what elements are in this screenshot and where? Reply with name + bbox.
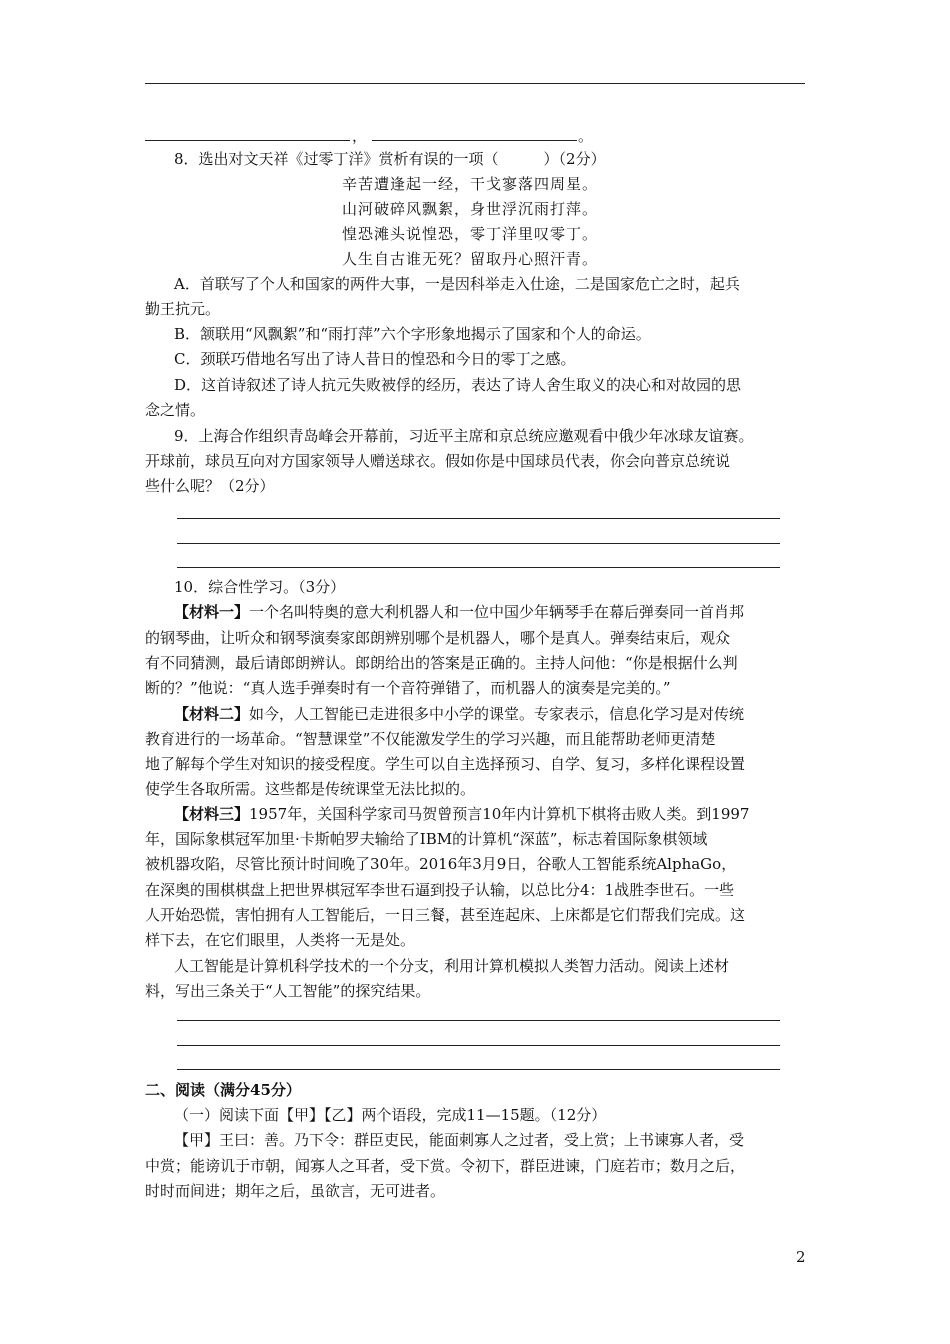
answer-blank-2 <box>372 140 577 141</box>
q9-answer-line-1[interactable] <box>177 518 780 519</box>
material-2-text: 如今，人工智能已走进很多中小学的课堂。专家表示，信息化学习是对传统 <box>249 705 745 723</box>
reading-heading: 二、阅读（满分45分） <box>145 1081 301 1099</box>
q9-answer-line-2[interactable] <box>177 543 780 544</box>
material-2-line-3: 地了解每个学生对知识的接受程度。学生可以自主选择预习、自学、复习，多样化课程设置 <box>145 755 746 773</box>
material-3-line-3: 被机器攻陷，尽管比预计时间晚了30年。2016年3月9日，谷歌人工智能系统AlphaGo， <box>145 855 737 873</box>
q9-line-2: 开球前，球员互向对方国家领导人赠送球衣。假如你是中国球员代表，你会向普京总统说 <box>145 452 731 470</box>
material-1-line-2: 的钢琴曲，让听众和钢琴演奏家郎朗辨别哪个是机器人，哪个是真人。弹奏结束后，观众 <box>145 629 731 647</box>
material-3-label: 【材料三】 <box>174 805 250 823</box>
passage-jia-line-3: 时时而间进；期年之后，虽欲言，无可进者。 <box>145 1182 446 1200</box>
poem-line-3: 惶恐滩头说惶恐，零丁洋里叹零丁。 <box>342 225 599 243</box>
top-rule <box>145 83 805 84</box>
poem-line-1: 辛苦遭逢起一经，干戈寥落四周星。 <box>342 175 599 193</box>
q10-answer-line-1[interactable] <box>177 1020 780 1021</box>
q8-option-a: A．首联写了个人和国家的两件大事，一是因科举走入仕途，二是国家危亡之时，起兵 <box>174 275 740 293</box>
q10-answer-line-2[interactable] <box>177 1045 780 1046</box>
q10-answer-line-3[interactable] <box>177 1069 780 1070</box>
material-3-line-1 <box>174 802 749 826</box>
material-3-line-4: 在深奥的围棋棋盘上把世界棋冠军李世石逼到投子认输，以总比分4：1战胜李世石。一些 <box>145 881 735 899</box>
q9-line-3: 些什么呢？（2分） <box>145 477 275 495</box>
material-3-line-2: 年，国际象棋冠军加里·卡斯帕罗夫输给了IBM的计算机“深蓝”，标志着国际象棋领域 <box>145 830 708 848</box>
material-3-text: 1957年，关国科学家司马贺曾预言10年内计算机下棋将击败人类。到1997 <box>249 805 750 823</box>
q8-option-d-cont: 念之情。 <box>145 401 206 419</box>
material-1-label: 【材料一】 <box>174 603 250 621</box>
q8-option-b: B．颔联用“风飘絮”和“雨打萍”六个字形象地揭示了国家和个人的命运。 <box>174 325 651 343</box>
q8-option-a-cont: 勤王抗元。 <box>145 300 221 318</box>
passage-jia-line-2: 中赏；能谤讥于市朝，闻寡人之耳者，受下赏。令初下，群臣进谏，门庭若市；数月之后， <box>145 1157 746 1175</box>
q10-task-line-1: 人工智能是计算机科学技术的一个分支，利用计算机模拟人类智力活动。阅读上述材 <box>174 957 730 975</box>
q8-option-c: C．颈联巧借地名写出了诗人昔日的惶恐和今日的零丁之感。 <box>174 350 576 368</box>
q9-answer-line-3[interactable] <box>177 567 780 568</box>
page-number: 2 <box>796 1248 806 1266</box>
q8-option-d: D．这首诗叙述了诗人抗元失败被俘的经历，表达了诗人舍生取义的决心和对故园的思 <box>174 376 742 394</box>
poem-line-4: 人生自古谁无死？留取丹心照汗青。 <box>342 250 599 268</box>
material-2-line-2: 教育进行的一场革命。“智慧课堂”不仅能激发学生的学习兴趣，而且能帮助老师更清楚 <box>145 730 716 748</box>
q10-task-line-2: 料，写出三条关于“人工智能”的探究结果。 <box>145 982 431 1000</box>
poem-line-2: 山河破碎风飘絮，身世浮沉雨打萍。 <box>342 200 599 218</box>
blank-period: 。 <box>578 127 594 145</box>
blank-comma: ， <box>352 127 368 145</box>
material-3-line-6: 样下去，在它们眼里，人类将一无是处。 <box>145 931 416 949</box>
q9-line-1: 9．上海合作组织青岛峰会开幕前，习近平主席和京总统应邀观看中俄少年冰球友谊赛。 <box>174 427 754 445</box>
q8-stem: 8．选出对文天祥《过零丁洋》赏析有误的一项（ ）（2分） <box>174 150 606 168</box>
material-2-line-1 <box>174 702 744 726</box>
material-1-line-4: 断的？”他说：“真人选手弹奏时有一个音符弹错了，而机器人的演奏是完美的。” <box>145 679 671 697</box>
passage-jia-line-1: 【甲】王曰：善。乃下令：群臣吏民，能面刺寡人之过者，受上赏；上书谏寡人者，受 <box>174 1131 745 1149</box>
material-3-line-5: 人开始恐慌，害怕拥有人工智能后，一日三餐，甚至连起床、上床都是它们帮我们完成。这 <box>145 906 746 924</box>
q10-title: 10．综合性学习。（3分） <box>174 578 346 596</box>
material-2-line-4: 使学生各取所需。这些都是传统课堂无法比拟的。 <box>145 780 476 798</box>
material-1-text: 一个名叫特奥的意大利机器人和一位中国少年辆琴手在幕后弹奏同一首肖邦 <box>249 603 745 621</box>
answer-blank-1 <box>145 140 350 141</box>
reading-subheading: （一）阅读下面【甲】【乙】两个语段，完成11—15题。（12分） <box>174 1106 607 1124</box>
material-1-line-3: 有不同猜测，最后请郎朗辨认。郎朗给出的答案是正确的。主持人问他：“你是根据什么判 <box>145 654 738 672</box>
material-2-label: 【材料二】 <box>174 705 250 723</box>
material-1-line-1 <box>174 600 744 624</box>
